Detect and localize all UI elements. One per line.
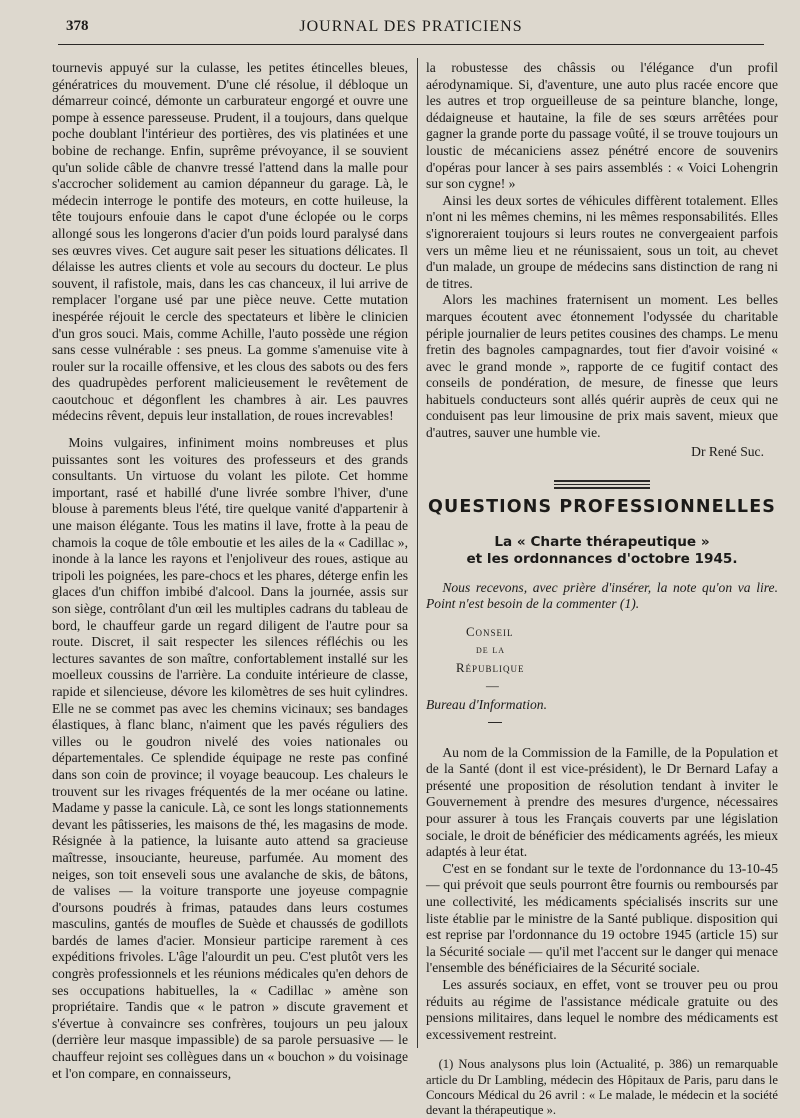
section-title: QUESTIONS PROFESSIONNELLES (428, 497, 776, 518)
right-paragraph-6: Les assurés sociaux, en effet, vont se trouver peu ou prou réduits au régime de l'assistance médicale gratuite ou des pensions militaires, dans lequel le nombre des médicaments est excessivement restreint. (426, 976, 778, 1042)
short-rule (488, 722, 502, 723)
council-dash: — (486, 679, 500, 694)
council-line-3: République (456, 661, 525, 676)
left-paragraph-2: Moins vulgaires, infiniment moins nombreuses et plus puissantes sont les voitures des professeurs et des grands consultants. Un virtuose du volant les pilote. Cet homme important, rasé et habillé d'une livrée sombre l'hiver, d'une blouse à parements bleus l'été, tire quelque vanité d'appartenir à une maison élégante. Tous les matins il lave, frotte à la peau de chamois la coque de tôle emboutie et les ailes de la « Cadillac », inonde à la lance les rayons et l'enjoliveur des roues, astique au tripoli les poignées, les pare-chocs et les phares, déterge enfin les glaces d'un chiffon imbibé d'alcool. Dans la journée, assis sur son siège, contrôlant d'un œil les multiples cadrans du tableau de bord, le chauffeur garde un regard diligent de l'autre pour sa route. Discret, il sait respecter les silences réfléchis ou les lectures savantes de son maître, confortablement installé sur les moelleux coussins de l'arrière. La conduite intérieure de classe, rapide et silencieuse, dévore les kilomètres de ses huit cylindres. Elle ne se commet pas avec les chemins vicinaux; ses bandages élastiques, à flanc blanc, n'aiment que les pavés réguliers des villes ou le goudron nivelé des voies nationales ou départementales. Ce splendide équipage ne reste pas confiné dans son coin de province; il voyage beaucoup. Les chaleurs le trouvent sur les rivages fréquentés de la mer océane ou latine. Madame y passe la canicule. Là, ce sont les longs stationnements devant les pâtisseries, les maisons de thé, les magasins de mode. Résignée à la patience, la luisante auto attend sa gracieuse maîtresse, insouciante, heureuse, parfumée. Au moment des neiges, son toit enseveli sous une avalanche de skis, de bâtons, de valises — la voiture transporte une joyeuse compagnie d'oursons poudrés à frimas, pataudes dans leurs costumes masculins, gantés de moufles de Suède et chaussés de godillots bardés de lames d'acier. Monsieur participe rarement à ces expéditions frivoles. L'âge l'alourdit un peu. C'est plutôt vers les congrès professionnels et les réunions médicales qu'en dehors de ses occupations habituelles, la « Cadillac » amène son propriétaire. Tandis que « le patron » discute gravement et s'évertue à convaincre ses confrères, toujours un peu jaloux (derrière leur masque impassible) de sa parole persuasive — le chauffeur rejoint ses collègues dans un « bouchon » du voisinage et l'on compare, en connaisseurs, (52, 435, 408, 1081)
right-paragraph-4: Au nom de la Commission de la Famille, de la Population et de la Santé (dont il est vice-président), le Dr Bernard Lafay a présenté une proposition de résolution tendant à inviter le Gouvernement à prendre des mesures d'urgence, nécessaires pour assurer à tous les Français couverts par une législation sociale, le droit de bénéficier des médicaments agréés, les mieux adaptés à leur état. (426, 744, 778, 860)
right-paragraph-3: Alors les machines fraternisent un moment. Les belles marques écoutent avec étonnement l'odyssée du charitable périple journalier de leurs petites cousines des champs. Le menu fretin des bagnoles campagnardes, tout fier d'avoir voisiné « avec le grand monde », rapporte de ce fugitif contact des conseils de pondération, de mesure, de finesse que leurs habituels conducteurs sont allés quérir auprès de ceux qui ne conduisent pas leur limousine de prix mais savent, mieux que d'autres, sauver une humble vie. (426, 292, 778, 441)
right-paragraph-1: la robustesse des châssis ou l'élégance d'un profil aérodynamique. Si, d'aventure, une auto plus racée encore que les autres et trop orgueilleuse de sa peinture blanche, longe, dédaigneuse et hautaine, la file de ses sœurs arrêtées pour gagner la grande porte du passage voûté, il se trouve toujours un loustic de mécaniciens assez pénétré encore de souvenirs d'opéras pour lancer à ses pairs assemblés : « Voici Lohengrin sur son cygne! » (426, 60, 778, 192)
author-signature: Dr René Suc. (691, 443, 764, 459)
left-paragraph-1: tournevis appuyé sur la culasse, les petites étincelles bleues, génératrices du mouvement. D'une clé résolue, il débloque un démarreur coincé, démonte un carburateur engorgé et ouvre une pompe à essence paresseuse. Prudent, il a toujours, dans quelque poche doublant l'intérieur des portières, des vis platinées et une bobine de rechange. Enfin, suprême prévoyance, il se souvient qu'un solide câble de chanvre tressé l'attend dans la malle pour s'accrocher solidement au camion dépanneur du garage. Là, le médecin interroge le pontife des moteurs, en cotte huileuse, la tête toujours enfouie dans le capot d'une éclopée ou le corps allongé sous les longerons d'acier d'un poids lourd paralysé dans ses œuvres vives. Cet augure sait peser les situations délicates. Il délaisse les autres clients et vole au secours du docteur. Le plus souvent, il rafistole, mais, dans les cas chanceux, il lui arrive de remplacer l'organe usé par une pièce neuve. Cette mutation inespérée réjouit le cercle des spectateurs et libère le clinicien d'un gros souci. Mais, comme Achille, l'auto possède une région sans cesse vulnérable : ses pneus. La gomme s'amenuise vite à rouler sur la rocaille offensive, et les clous des sabots ou des fers des quadrupèdes perforent malicieusement le revêtement de caoutchouc et dégonflent les chambres à air. Les pauvres médecins rêvent, depuis leur installation, de roues increvables! (52, 60, 408, 424)
journal-title: JOURNAL DES PRATICIENS (299, 18, 523, 35)
section-separator (554, 480, 650, 489)
page-header (58, 14, 764, 45)
right-column (426, 60, 778, 1118)
right-paragraph-2: Ainsi les deux sortes de véhicules diffèrent totalement. Elles n'ont ni les mêmes chemins, ni les mêmes responsabilités. Elles s'ignoreraient toujours si leurs routes ne convergeaient parfois vers un même lieu et ne réunissaient, sous un toit, au chevet d'un malade, un groupe de médecins sans distinction de rang ni de titres. (426, 192, 778, 291)
council-line-1: Conseil (466, 625, 514, 640)
footnote-text: (1) Nous analysons plus loin (Actualité, p. 386) un remarquable article du Dr Lambling, médecin des Hôpitaux de Paris, paru dans le Concours Médical du 26 avril : « Le malade, le médecin et la société devant la thérapeutique ». (426, 1057, 778, 1117)
left-column (52, 60, 408, 1082)
article-subtitle (426, 534, 778, 568)
footnote (426, 1057, 778, 1118)
council-block (426, 623, 778, 695)
right-paragraph-5: C'est en se fondant sur le texte de l'ordonnance du 13-10-45 — qui prévoit que seuls pourront être fournis ou remboursés par une collectivité, les médicaments spécialisés inscrits sur une liste établie par le ministre de la Santé publique. disposition qui est reprise par l'ordonnance du 19 octobre 1945 (article 15) sur la Sécurité sociale — qu'il met l'accent sur le danger qui menace l'ensemble des bénéficiaires de la Sécurité sociale. (426, 860, 778, 976)
subtitle-line-2: et les ordonnances d'octobre 1945. (466, 550, 738, 567)
editor-intro: Nous recevons, avec prière d'insérer, la note qu'on va lire. Point n'est besoin de la commenter (1). (426, 579, 778, 612)
bureau-label: Bureau d'Information. (426, 697, 547, 713)
council-line-2: de la (476, 644, 506, 657)
column-divider (417, 58, 418, 1048)
page-number: 378 (66, 18, 89, 34)
subtitle-line-1: La « Charte thérapeutique » (494, 533, 710, 550)
